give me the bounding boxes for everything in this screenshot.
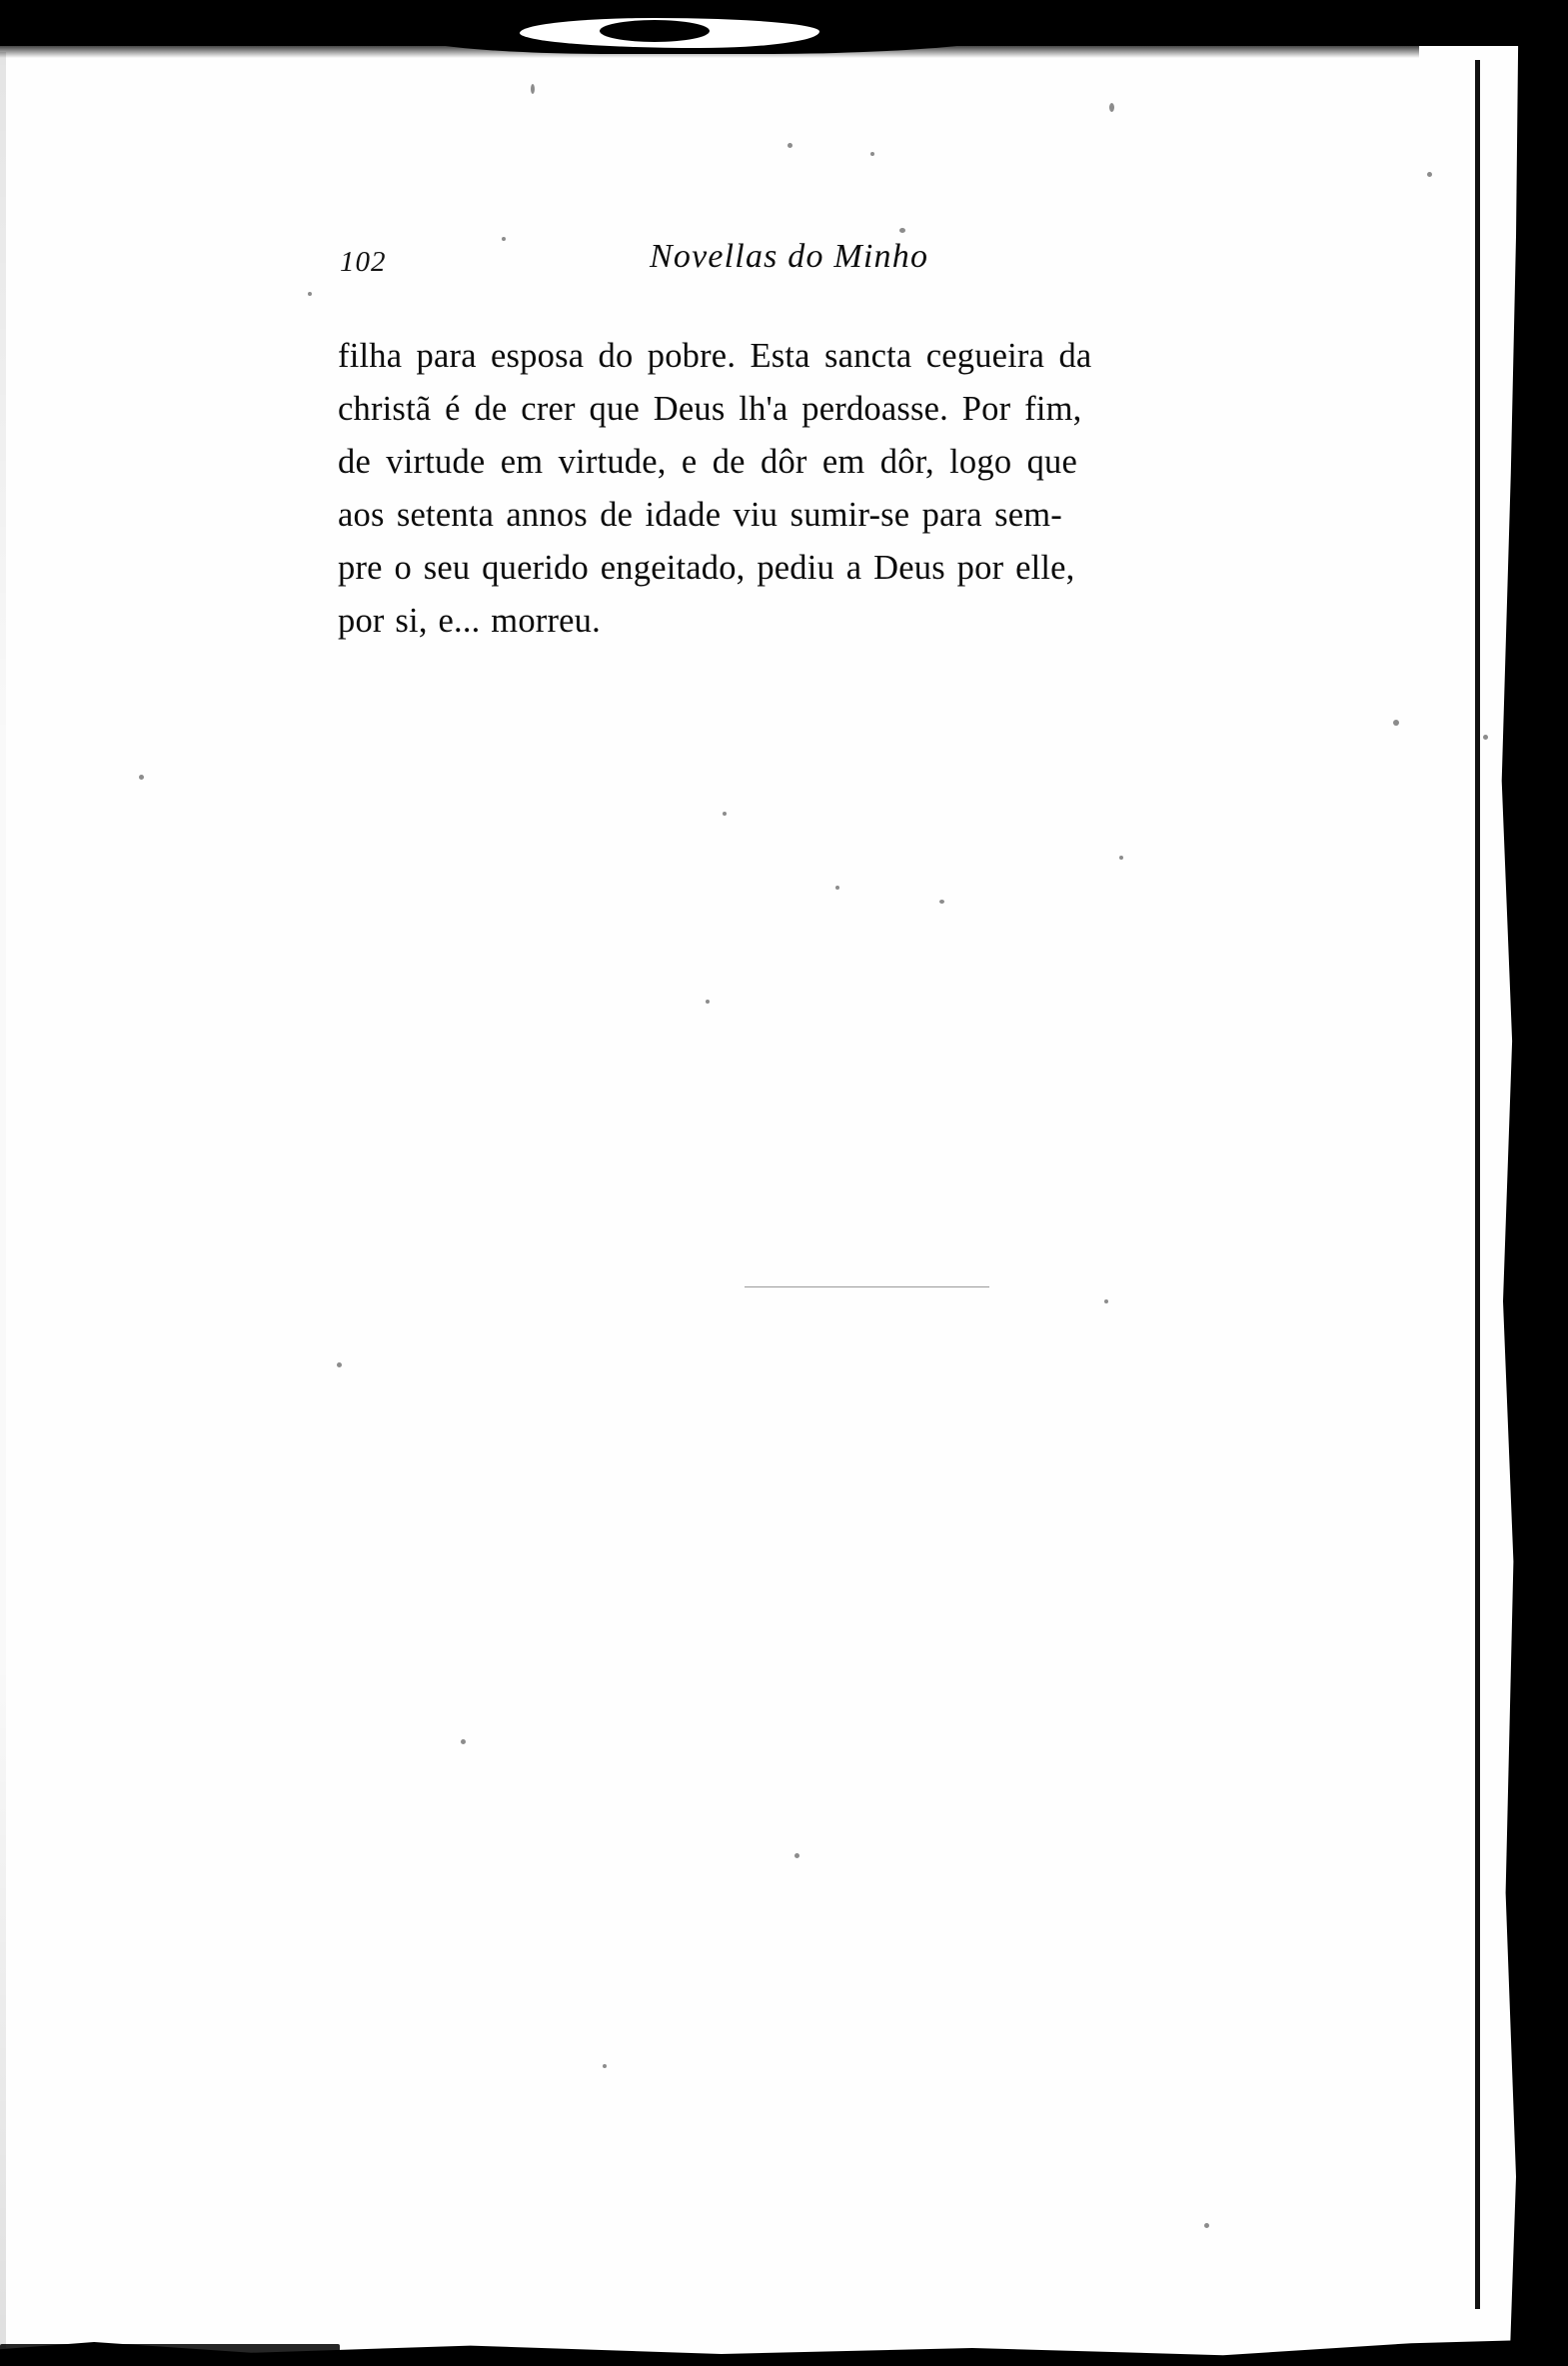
- running-head: Novellas do Minho: [650, 238, 929, 275]
- scan-speck: [531, 84, 535, 94]
- scan-speck: [308, 292, 312, 296]
- scan-speck: [1109, 103, 1114, 112]
- scan-edge-right: [1438, 0, 1568, 2366]
- page-number: 102: [340, 246, 387, 278]
- text-line: filha para esposa do pobre. Esta sancta cegueira da: [338, 337, 1092, 375]
- scan-speck: [139, 775, 144, 780]
- scan-speck: [899, 228, 905, 233]
- scan-speck: [1204, 2223, 1209, 2228]
- scan-speck: [706, 1000, 710, 1004]
- scan-speck: [870, 152, 874, 156]
- scan-speck: [1393, 720, 1399, 726]
- body-text: [338, 330, 1369, 648]
- scan-speck: [603, 2064, 607, 2068]
- text-line: aos setenta annos de idade viu sumir-se para sem-: [338, 496, 1062, 534]
- scan-speck: [461, 1739, 466, 1744]
- scan-edge-bottom-strip: [0, 2344, 340, 2360]
- scan-speck: [723, 812, 727, 816]
- page-header: [340, 238, 1369, 280]
- scan-speck: [1427, 172, 1432, 177]
- scan-edge-right-rule: [1475, 60, 1480, 2309]
- scan-speck: [794, 1853, 799, 1858]
- text-line: por si, e... morreu.: [338, 602, 601, 640]
- text-line: christã é de crer que Deus lh'a perdoasse. Por fim,: [338, 390, 1082, 428]
- scan-speck: [1104, 1299, 1108, 1303]
- scan-speck: [1483, 735, 1488, 740]
- scan-speck: [502, 237, 506, 241]
- scan-speck: [835, 886, 839, 890]
- scan-speck: [787, 143, 792, 148]
- text-line: pre o seu querido engeitado, pediu a Deus por elle,: [338, 549, 1075, 587]
- scan-speck: [939, 900, 944, 904]
- scan-edge-left: [0, 52, 6, 2351]
- scan-artifact-rule: [745, 1286, 989, 1287]
- scan-speck: [337, 1362, 342, 1367]
- text-line: de virtude em virtude, e de dôr em dôr, logo que: [338, 443, 1078, 481]
- scan-edge-top-spot: [600, 20, 710, 42]
- scan-speck: [1119, 856, 1123, 860]
